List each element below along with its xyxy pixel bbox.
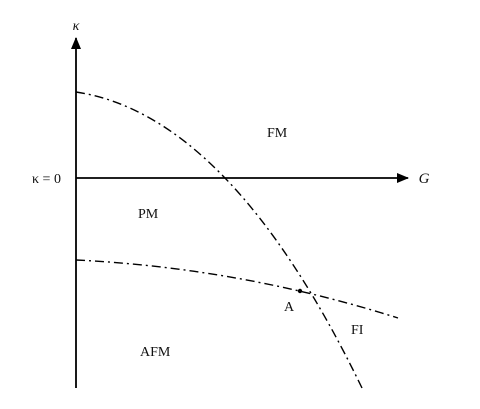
region-pm-label: PM — [138, 207, 159, 222]
kappa-zero-label: κ = 0 — [32, 172, 61, 187]
kappa-axis-label: κ — [72, 19, 80, 34]
pm-afm-boundary — [76, 260, 398, 318]
region-fi-label: FI — [351, 323, 364, 338]
region-afm-label: AFM — [140, 345, 171, 360]
region-fm-label: FM — [267, 126, 288, 141]
g-axis-label: G — [418, 171, 430, 187]
fm-pm-boundary — [76, 92, 362, 388]
point-a-marker — [298, 289, 302, 293]
point-a-label: A — [284, 300, 295, 315]
